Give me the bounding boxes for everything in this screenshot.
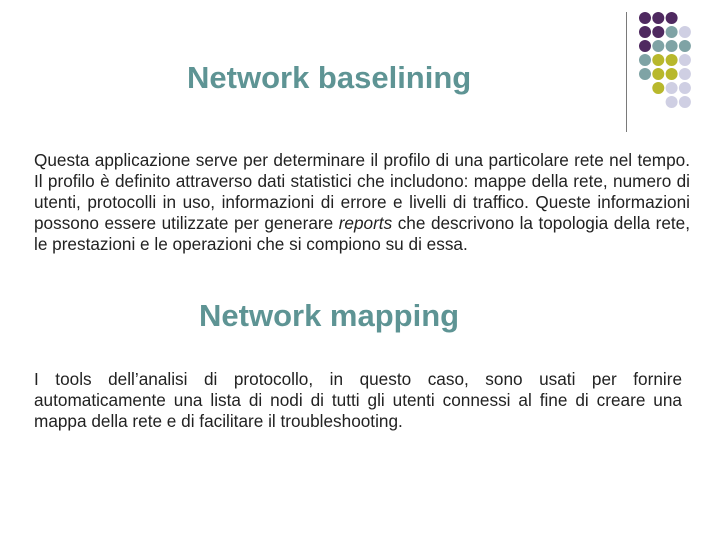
decorative-dot xyxy=(666,26,678,38)
decorative-dot xyxy=(679,96,691,108)
decorative-dot xyxy=(639,40,651,52)
section-title-network-baselining: Network baselining xyxy=(187,60,472,95)
decorative-dot xyxy=(639,68,651,80)
decorative-dot xyxy=(666,12,678,24)
decorative-dot xyxy=(666,68,678,80)
section-paragraph-network-baselining xyxy=(34,150,690,255)
paragraph-text: Questa applicazione serve per determinare il profilo di una particolare rete nel tempo. Il profilo è definito attraverso dati statistici che includono: mappe della rete, numero di utenti, protocolli in uso, informazioni di errore e livelli di traffico. Queste informazioni possono essere utilizzate per generare xyxy=(34,150,690,233)
decorative-dot xyxy=(679,40,691,52)
decorative-dot xyxy=(666,96,678,108)
decorative-dot xyxy=(652,54,664,66)
decorative-dot xyxy=(652,26,664,38)
decorative-divider-line xyxy=(626,12,627,132)
decorative-dot xyxy=(666,54,678,66)
decorative-dot xyxy=(666,82,678,94)
decorative-dot xyxy=(679,26,691,38)
decorative-dot xyxy=(652,12,664,24)
paragraph-text: che descrivono la topologia della rete, le prestazioni e le operazioni che si compiono su di essa. xyxy=(34,213,690,254)
decorative-dot xyxy=(652,40,664,52)
decorative-dot xyxy=(652,82,664,94)
decorative-dot xyxy=(679,54,691,66)
decorative-dot xyxy=(666,40,678,52)
decorative-dot xyxy=(652,68,664,80)
decorative-dot xyxy=(679,82,691,94)
decorative-dot xyxy=(639,26,651,38)
section-title-network-mapping: Network mapping xyxy=(199,298,460,333)
decorative-dot xyxy=(679,68,691,80)
decorative-dot xyxy=(639,54,651,66)
paragraph-italic-term: reports xyxy=(338,213,393,233)
section-paragraph-network-mapping: I tools dell’analisi di protocollo, in questo caso, sono usati per fornire automaticamente una lista di nodi di tutti gli utenti connessi al fine di creare una mappa della rete e di facilitare il troubleshooting. xyxy=(34,369,682,431)
decorative-dot xyxy=(639,12,651,24)
